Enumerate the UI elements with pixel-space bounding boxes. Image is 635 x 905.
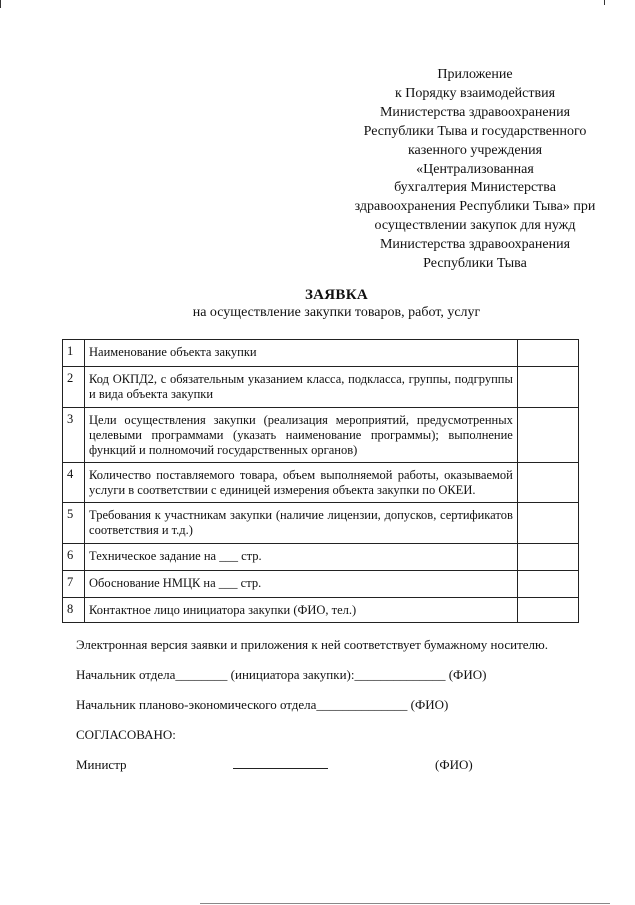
document-subtitle: на осуществление закупки товаров, работ, услуг <box>192 305 481 320</box>
row-value-cell[interactable] <box>517 340 578 367</box>
head-planning-department-line: Начальник планово-экономического отдела______________ (ФИО) <box>76 697 449 712</box>
table-row <box>63 503 579 544</box>
row-value-cell[interactable] <box>517 463 578 503</box>
row-label: Обоснование НМЦК на ___ стр. <box>85 571 518 598</box>
electronic-version-note: Электронная версия заявки и приложения к ней соответствует бумажному носителю. <box>76 637 548 652</box>
appendix-line: бухгалтерия Министерства <box>394 180 556 196</box>
table-row <box>63 463 579 503</box>
row-value-cell[interactable] <box>517 503 578 544</box>
row-number: 2 <box>63 367 85 408</box>
row-number: 6 <box>63 544 85 571</box>
row-number: 3 <box>63 408 85 463</box>
appendix-line: осуществлении закупок для нужд <box>374 218 576 234</box>
table-row <box>63 598 579 623</box>
appendix-line: Министерства здравоохранения <box>379 104 571 120</box>
agreed-heading: СОГЛАСОВАНО: <box>76 727 176 742</box>
row-value-cell[interactable] <box>517 598 578 623</box>
appendix-line: Приложение <box>437 67 513 82</box>
row-label: Цели осуществления закупки (реализация мероприятий, предусмотренных целевыми программами (указать наименование программы); выполнение функций и полномочий государственных органов) <box>85 408 518 463</box>
table-row <box>63 408 579 463</box>
document-title: ЗАЯВКА <box>304 287 369 303</box>
scan-edge-mark <box>200 903 610 904</box>
row-label: Контактное лицо инициатора закупки (ФИО, тел.) <box>85 598 518 623</box>
row-label: Техническое задание на ___ стр. <box>85 544 518 571</box>
table-row <box>63 544 579 571</box>
row-number: 5 <box>63 503 85 544</box>
row-number: 4 <box>63 463 85 503</box>
row-value-cell[interactable] <box>517 571 578 598</box>
appendix-line: Республики Тыва и государственного <box>363 123 587 139</box>
row-value-cell[interactable] <box>517 544 578 571</box>
row-number: 7 <box>63 571 85 598</box>
appendix-line: «Централизованная <box>416 161 534 177</box>
minister-signature-line <box>233 768 328 769</box>
row-label: Количество поставляемого товара, объем выполняемой работы, оказываемой услуги в соответствии с единицей измерения объекта закупки по ОКЕИ. <box>85 463 518 503</box>
row-value-cell[interactable] <box>517 367 578 408</box>
row-label: Наименование объекта закупки <box>85 340 518 367</box>
appendix-header <box>325 66 625 274</box>
row-value-cell[interactable] <box>517 408 578 463</box>
request-table <box>62 339 579 623</box>
appendix-line: к Порядку взаимодействия <box>394 85 556 101</box>
appendix-line: здравоохранения Республики Тыва» при <box>354 199 596 215</box>
head-of-department-line: Начальник отдела________ (инициатора закупки):______________ (ФИО) <box>76 667 487 682</box>
scan-edge-mark <box>0 0 1 8</box>
row-label: Требования к участникам закупки (наличие лицензии, допусков, сертификатов соответствия и т.д.) <box>85 503 518 544</box>
minister-label: Министр <box>76 757 127 772</box>
scan-edge-mark <box>604 0 605 5</box>
row-label: Код ОКПД2, с обязательным указанием класса, подкласса, группы, подгруппы и вида объекта закупки <box>85 367 518 408</box>
minister-fio-label: (ФИО) <box>435 757 473 772</box>
appendix-line: казенного учреждения <box>407 142 543 158</box>
appendix-line: Министерства здравоохранения <box>379 237 571 253</box>
table-row <box>63 367 579 408</box>
row-number: 8 <box>63 598 85 623</box>
table-row <box>63 571 579 598</box>
row-number: 1 <box>63 340 85 367</box>
appendix-line: Республики Тыва <box>423 256 527 272</box>
table-row <box>63 340 579 367</box>
